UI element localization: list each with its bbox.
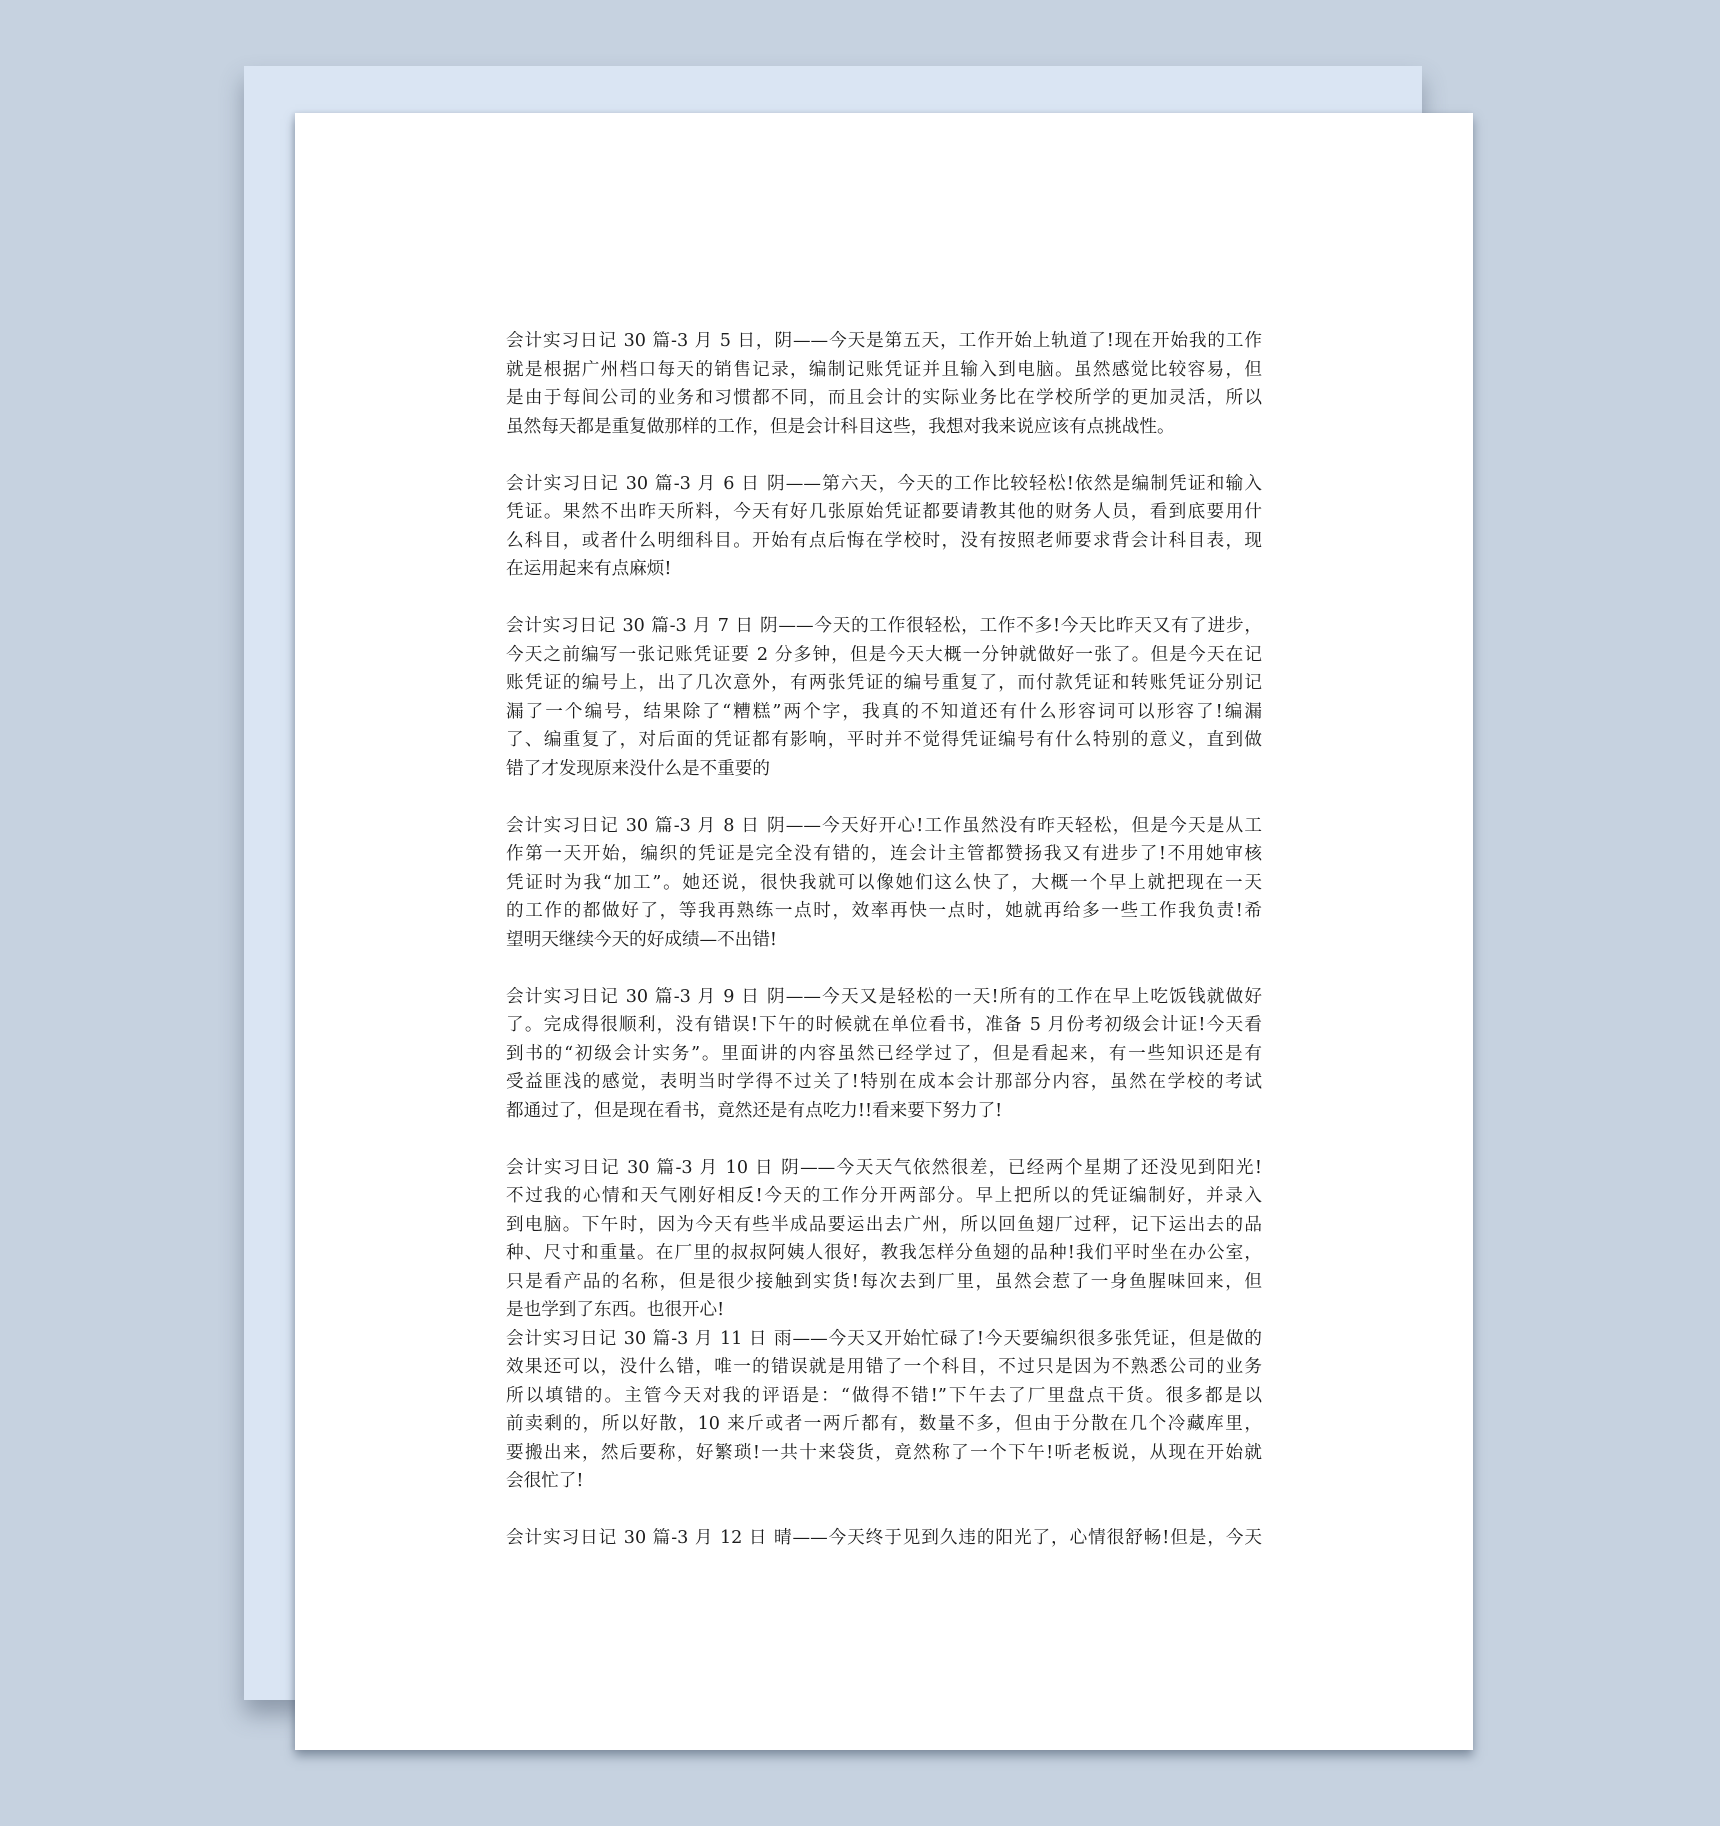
text-line: 今天之前编写一张记账凭证要 2 分多钟，但是今天大概一分钟就做好一张了。但是今天在记: [506, 644, 1262, 665]
text-line: 只是看产品的名称，但是很少接触到实货!每次去到厂里，虽然会惹了一身鱼腥味回来，但: [506, 1271, 1262, 1292]
diary-entry-march-10: [506, 1154, 1262, 1325]
text-line: 效果还可以，没什么错，唯一的错误就是用错了一个科目，不过只是因为不熟悉公司的业务: [506, 1357, 1262, 1377]
text-line: 会计实习日记 30 篇-3 月 11 日 雨——今天又开始忙碌了!今天要编织很多张凭证，但是做的: [506, 1328, 1262, 1349]
text-line: 错了才发现原来没什么是不重要的: [506, 758, 770, 779]
text-line: 虽然每天都是重复做那样的工作，但是会计科目这些，我想对我来说应该有点挑战性。: [506, 416, 1175, 437]
text-line: 会很忙了!: [506, 1471, 584, 1491]
text-line: 都通过了，但是现在看书，竟然还是有点吃力!!看来要下努力了!: [506, 1100, 1003, 1121]
text-line: 所以填错的。主管今天对我的评语是：“做得不错!”下午去了厂里盘点干货。很多都是以: [506, 1385, 1262, 1406]
text-line: 的工作的都做好了，等我再熟练一点时，效率再快一点时，她就再给多一些工作我负责!希: [506, 901, 1262, 921]
text-line: 么科目，或者什么明细科目。开始有点后悔在学校时，没有按照老师要求背会计科目表，现: [506, 530, 1262, 551]
text-line: 会计实习日记 30 篇-3 月 6 日 阴——第六天，今天的工作比较轻松!依然是编制凭证和输入: [506, 473, 1262, 494]
text-line: 漏了一个编号，结果除了“糟糕”两个字，我真的不知道还有什么形容词可以形容了!编漏: [506, 701, 1262, 722]
text-line: 望明天继续今天的好成绩—不出错!: [506, 929, 777, 950]
text-line: 作第一天开始，编织的凭证是完全没有错的，连会计主管都赞扬我又有进步了!不用她审核: [506, 844, 1262, 864]
text-line: 种、尺寸和重量。在厂里的叔叔阿姨人很好，教我怎样分鱼翅的品种!我们平时坐在办公室，: [506, 1243, 1262, 1263]
text-line: 了、编重复了，对后面的凭证都有影响，平时并不觉得凭证编号有什么特别的意义，直到做: [506, 730, 1262, 750]
text-line: 会计实习日记 30 篇-3 月 10 日 阴——今天天气依然很差，已经两个星期了还没见到阳光!: [506, 1157, 1262, 1178]
text-line: 账凭证的编号上，出了几次意外，有两张凭证的编号重复了，而付款凭证和转账凭证分别记: [506, 673, 1262, 693]
text-line: 会计实习日记 30 篇-3 月 12 日 晴——今天终于见到久违的阳光了，心情很舒畅!但是，今天: [506, 1528, 1262, 1548]
text-line: 到电脑。下午时，因为今天有些半成品要运出去广州，所以回鱼翅厂过秤，记下运出去的品: [506, 1214, 1262, 1235]
diary-entry-march-5: [506, 327, 1262, 441]
text-line: 要搬出来，然后要称，好繁琐!一共十来袋货，竟然称了一个下午!听老板说，从现在开始就: [506, 1442, 1262, 1463]
diary-entry-march-6: [506, 470, 1262, 584]
text-line: 就是根据广州档口每天的销售记录，编制记账凭证并且输入到电脑。虽然感觉比较容易，但: [506, 359, 1262, 380]
text-line: 会计实习日记 30 篇-3 月 9 日 阴——今天又是轻松的一天!所有的工作在早上吃饭钱就做好: [506, 986, 1262, 1007]
text-line: 是也学到了东西。也很开心!: [506, 1300, 725, 1320]
text-line: 凭证。果然不出昨天所料，今天有好几张原始凭证都要请教其他的财务人员，看到底要用什: [506, 502, 1262, 522]
text-line: 会计实习日记 30 篇-3 月 8 日 阴——今天好开心!工作虽然没有昨天轻松，但是今天是从工: [506, 815, 1262, 836]
diary-entry-march-8: [506, 812, 1262, 955]
diary-entry-march-9: [506, 983, 1262, 1126]
diary-entry-march-12: [506, 1524, 1262, 1553]
text-line: 凭证时为我“加工”。她还说，很快我就可以像她们这么快了，大概一个早上就把现在一天: [506, 872, 1262, 893]
document-body: [506, 327, 1262, 1553]
diary-entry-march-7: [506, 612, 1262, 783]
text-line: 前卖剩的，所以好散，10 来斤或者一两斤都有，数量不多，但由于分散在几个冷藏库里，: [506, 1414, 1262, 1434]
text-line: 了。完成得很顺利，没有错误!下午的时候就在单位看书，准备 5 月份考初级会计证!今天看: [506, 1015, 1262, 1035]
text-line: 会计实习日记 30 篇-3 月 7 日 阴——今天的工作很轻松，工作不多!今天比昨天又有了进步，: [506, 616, 1262, 636]
diary-entry-march-11: [506, 1325, 1262, 1496]
front-page-sheet: [295, 113, 1473, 1750]
text-line: 在运用起来有点麻烦!: [506, 559, 672, 579]
text-line: 不过我的心情和天气刚好相反!今天的工作分开两部分。早上把所以的凭证编制好，并录入: [506, 1186, 1262, 1206]
text-line: 是由于每间公司的业务和习惯都不同，而且会计的实际业务比在学校所学的更加灵活，所以: [506, 388, 1262, 408]
text-line: 受益匪浅的感觉，表明当时学得不过关了!特别在成本会计那部分内容，虽然在学校的考试: [506, 1072, 1262, 1092]
text-line: 会计实习日记 30 篇-3 月 5 日，阴——今天是第五天，工作开始上轨道了!现在开始我的工作: [506, 331, 1262, 351]
text-line: 到书的“初级会计实务”。里面讲的内容虽然已经学过了，但是看起来，有一些知识还是有: [506, 1043, 1262, 1064]
